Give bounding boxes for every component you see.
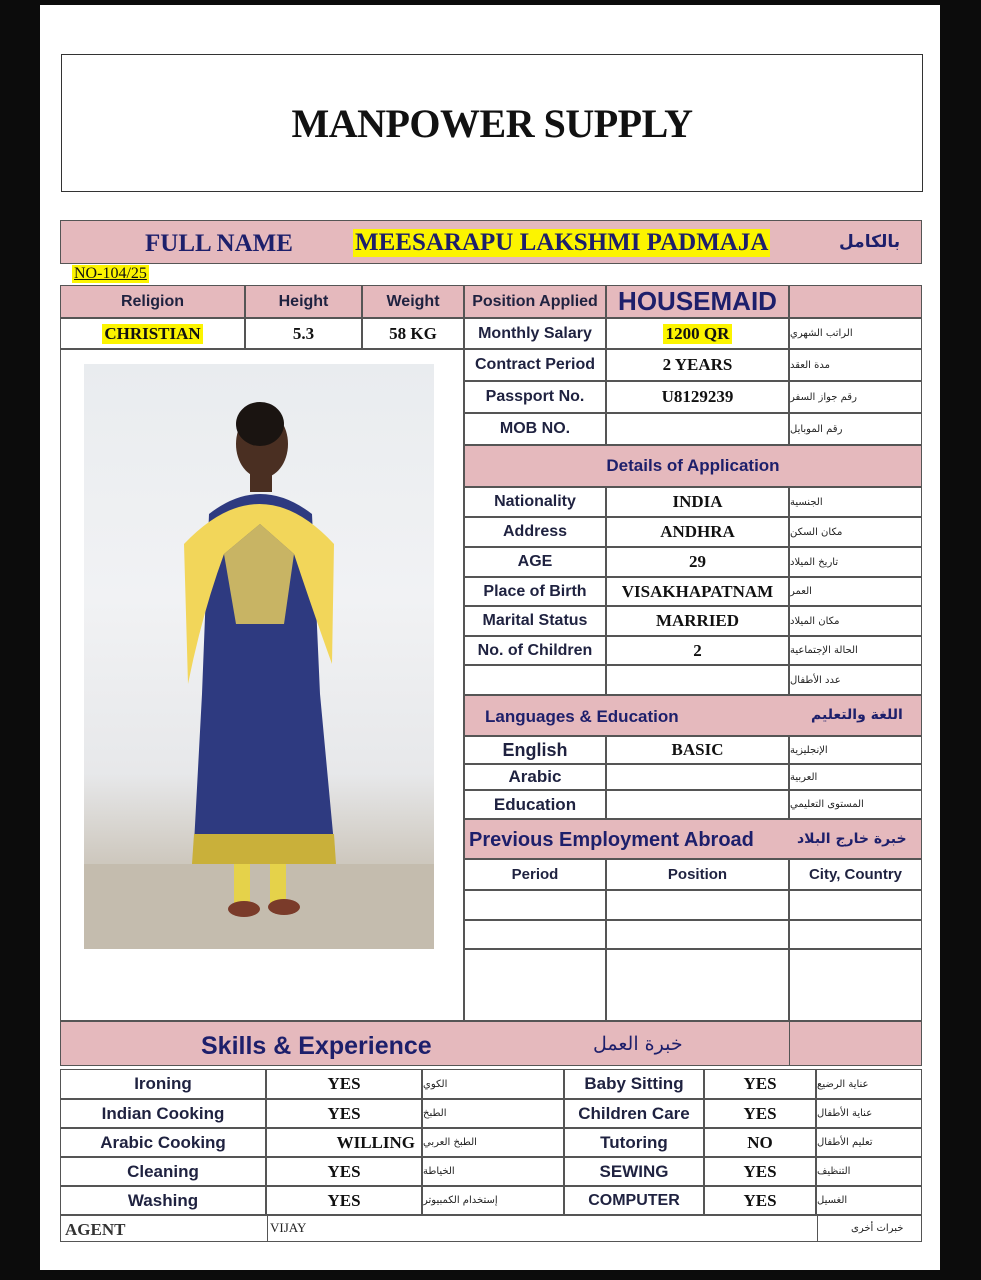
skill-value: YES [266,1099,422,1128]
agent-label: AGENT [65,1220,126,1239]
languages-header [464,695,922,736]
skill-value: YES [704,1069,816,1099]
skill-value: YES [704,1157,816,1186]
english-label: English [464,736,606,764]
mobile-value [606,413,789,445]
place-of-birth-ar: العمر [789,577,922,606]
full-name-label-ar: بالكامل [839,232,901,252]
monthly-salary-ar: الراتب الشهري [789,318,922,349]
children-label: No. of Children [464,636,606,665]
languages-title-ar: اللغة والتعليم [811,707,903,723]
arabic-label: Arabic [464,764,606,790]
address-label: Address [464,517,606,547]
skill-label: Indian Cooking [60,1099,266,1128]
skill-ar: الطبخ [422,1099,564,1128]
employment-row [789,890,922,920]
children-count-ar: عدد الأطفال [789,665,922,695]
skill-ar: الكوي [422,1069,564,1099]
height-header: Height [245,285,362,318]
children-ar: الحالة الإجتماعية [789,636,922,665]
agent-name: VIJAY [270,1220,307,1235]
mobile-ar: رقم الموبايل [789,413,922,445]
skill-label: Baby Sitting [564,1069,704,1099]
position-value: HOUSEMAID [606,285,789,318]
passport-value: U8129239 [606,381,789,413]
skill-label: Arabic Cooking [60,1128,266,1157]
skill-ar: تعليم الأطفال [816,1128,922,1157]
skills-header [60,1021,922,1066]
full-name-value: MEESARAPU LAKSHMI PADMAJA [355,229,769,256]
skill-value: YES [266,1157,422,1186]
address-ar: مكان السكن [789,517,922,547]
employment-row [606,949,789,1021]
application-empty-label [464,665,606,695]
skill-ar: عناية الأطفال [816,1099,922,1128]
arabic-value [606,764,789,790]
employment-row [464,949,606,1021]
monthly-salary-value: 1200 QR [663,324,733,344]
children-value: 2 [606,636,789,665]
skill-label: Children Care [564,1099,704,1128]
skill-ar: الخياطة [422,1157,564,1186]
employment-title-ar: خبرة خارج البلاد [797,831,907,847]
religion-cell [60,318,245,349]
mobile-label: MOB NO. [464,413,606,445]
skill-ar: التنظيف [816,1157,922,1186]
employment-row [464,920,606,949]
skill-label: SEWING [564,1157,704,1186]
employment-title: Previous Employment Abroad [469,829,754,851]
education-value [606,790,789,819]
employment-row [789,920,922,949]
passport-ar: رقم جواز السفر [789,381,922,413]
skill-ar: الغسيل [816,1186,922,1215]
employment-position-header: Position [606,859,789,890]
monthly-salary-cell [606,318,789,349]
page-title: MANPOWER SUPPLY [291,100,693,146]
skill-label: Cleaning [60,1157,266,1186]
employment-row [789,949,922,1021]
education-label: Education [464,790,606,819]
address-value: ANDHRA [606,517,789,547]
name-bar [60,220,922,264]
application-empty-value [606,665,789,695]
education-ar: المستوى التعليمي [789,790,922,819]
english-value: BASIC [606,736,789,764]
employment-row [606,890,789,920]
religion-value: CHRISTIAN [104,323,201,343]
religion-header: Religion [60,285,245,318]
skill-ar: إستخدام الكمبيوتر [422,1186,564,1215]
employment-header [464,819,922,859]
skills-header-divider [789,1022,790,1065]
employment-city-header: City, Country [789,859,922,890]
place-of-birth-value: VISAKHAPATNAM [606,577,789,606]
passport-label: Passport No. [464,381,606,413]
weight-header: Weight [362,285,464,318]
age-value: 29 [606,547,789,577]
photo-panel [60,349,464,1021]
agent-ar: خبرات أخرى [851,1223,904,1234]
nationality-value: INDIA [606,487,789,517]
cv-page [40,5,940,1270]
age-ar: تاريخ الميلاد [789,547,922,577]
place-of-birth-label: Place of Birth [464,577,606,606]
age-label: AGE [464,547,606,577]
skill-value: YES [266,1186,422,1215]
skills-grid [60,1066,922,1216]
agent-divider-right [817,1216,818,1241]
employment-period-header: Period [464,859,606,890]
application-title: Details of Application [606,456,780,475]
title-box [61,54,923,192]
nationality-label: Nationality [464,487,606,517]
employment-row [464,890,606,920]
position-empty-cell [789,285,922,318]
english-ar: الإنجليزية [789,736,922,764]
position-applied-header: Position Applied [464,285,606,318]
application-header [464,445,922,487]
skill-label: COMPUTER [564,1186,704,1215]
applicant-photo [84,364,434,949]
agent-divider [267,1216,268,1241]
skill-value: WILLING [266,1128,422,1157]
skill-label: Washing [60,1186,266,1215]
nationality-ar: الجنسية [789,487,922,517]
skills-title: Skills & Experience [201,1032,432,1060]
arabic-ar: العربية [789,764,922,790]
skills-title-ar: خبرة العمل [593,1033,683,1055]
applicant-figure-icon [84,364,434,949]
reference-number: NO-104/25 [74,265,147,282]
marital-status-ar: مكان الميلاد [789,606,922,636]
skill-ar: الطبخ العربي [422,1128,564,1157]
agent-row [60,1215,922,1242]
contract-period-value: 2 YEARS [606,349,789,381]
skill-value: NO [704,1128,816,1157]
contract-period-label: Contract Period [464,349,606,381]
employment-row [606,920,789,949]
skill-value: YES [266,1069,422,1099]
skill-label: Ironing [60,1069,266,1099]
skill-value: YES [704,1099,816,1128]
skill-value: YES [704,1186,816,1215]
full-name-label: FULL NAME [145,230,293,257]
skill-ar: عناية الرضيع [816,1069,922,1099]
contract-period-ar: مدة العقد [789,349,922,381]
marital-status-label: Marital Status [464,606,606,636]
marital-status-value: MARRIED [606,606,789,636]
monthly-salary-label: Monthly Salary [464,318,606,349]
languages-title: Languages & Education [485,707,679,726]
height-value: 5.3 [245,318,362,349]
weight-value: 58 KG [362,318,464,349]
skill-label: Tutoring [564,1128,704,1157]
